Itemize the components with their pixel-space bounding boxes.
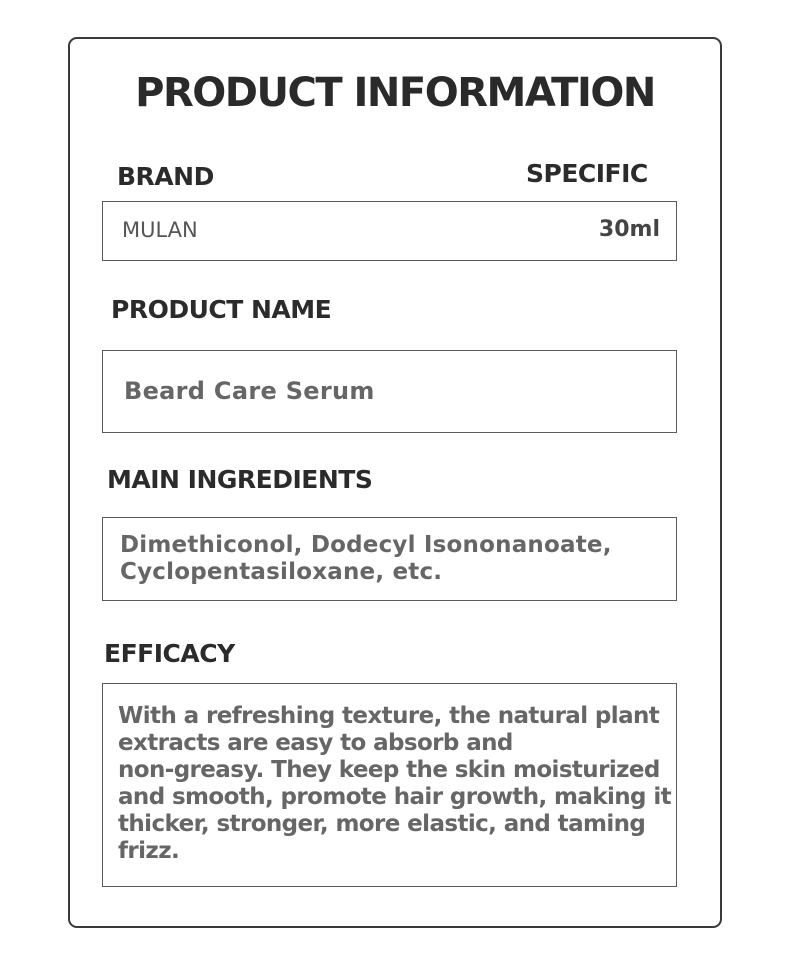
brand-value: MULAN <box>122 218 198 242</box>
efficacy-line: extracts are easy to absorb and <box>118 730 513 756</box>
efficacy-line: With a refreshing texture, the natural plant <box>118 703 660 729</box>
specific-label: SPECIFIC <box>526 159 648 188</box>
efficacy-line: thicker, stronger, more elastic, and taming <box>118 811 646 837</box>
main-ingredients-label: MAIN INGREDIENTS <box>107 465 373 494</box>
ingredients-line: Dimethiconol, Dodecyl Isononanoate, <box>120 532 612 558</box>
efficacy-line: non-greasy. They keep the skin moisturized <box>118 757 660 783</box>
product-name-label: PRODUCT NAME <box>111 295 332 324</box>
efficacy-label: EFFICACY <box>104 639 235 668</box>
brand-label: BRAND <box>117 162 214 191</box>
efficacy-line: and smooth, promote hair growth, making it <box>118 784 672 810</box>
efficacy-line: frizz. <box>118 838 180 864</box>
ingredients-line: Cyclopentasiloxane, etc. <box>120 559 443 585</box>
product-name-value: Beard Care Serum <box>124 377 375 405</box>
specific-value: 30ml <box>598 217 660 242</box>
page-title: PRODUCT INFORMATION <box>135 70 655 116</box>
